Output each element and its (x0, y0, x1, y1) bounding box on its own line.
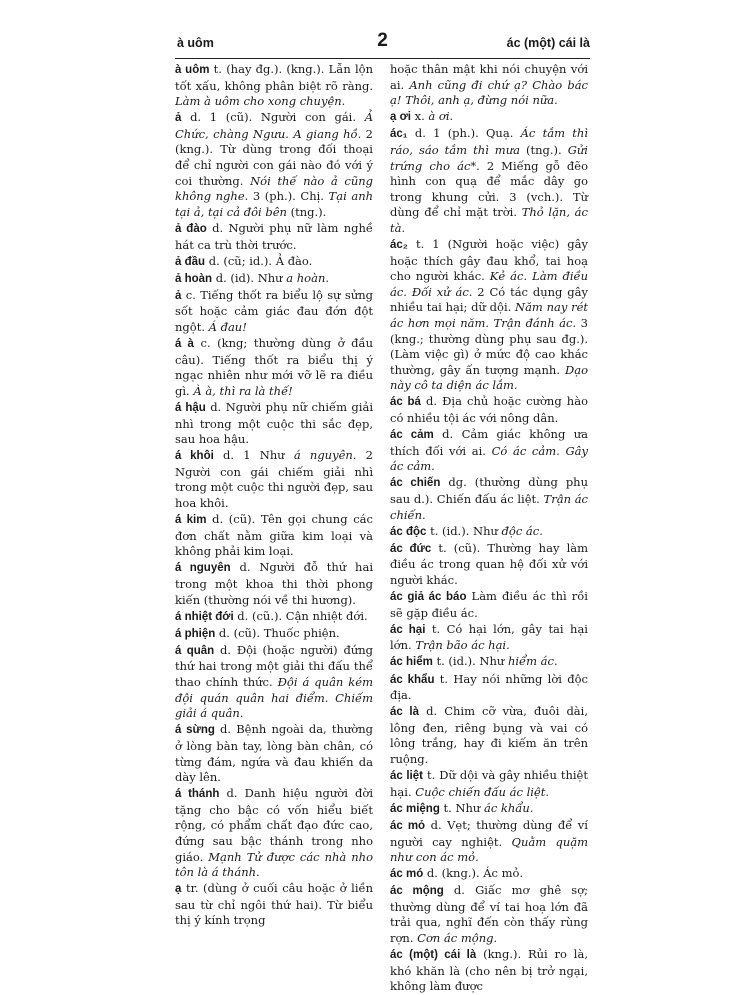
example-text: Quằm quặm như con ác mỏ. (390, 834, 588, 865)
dictionary-entry (390, 524, 588, 541)
definition-text: tr. (dùng ở cuối câu hoặc ở liền sau từ chỉ ngôi thứ hai). Từ biểu thị ý kính trọng (175, 881, 373, 928)
dictionary-entry (175, 336, 373, 399)
right-column (390, 62, 589, 994)
example-text: Tại anh tại ả, tại cả đôi bên (175, 189, 374, 219)
definition-text: t. Hay nói những lời độc địa. (390, 671, 589, 703)
headword: ác liệt (390, 770, 423, 783)
example-text: hiểm ác. (507, 654, 558, 669)
definition-text: d. Vẹt; thường dùng để ví người cay nghiệt. (390, 817, 588, 849)
headword: á kim (175, 514, 207, 527)
definition-text: 2 Có tác dụng gây nhiều tai hại; dữ dội. (390, 284, 588, 315)
headword: á thánh (175, 788, 220, 801)
headword: ác hại (390, 623, 426, 636)
headword: ác hiểm (390, 656, 433, 669)
definition-text: t. 1 (Người hoặc việc) gây hoặc thích gây đau khổ, tai hoạ cho người khác. (390, 237, 588, 284)
definition-text: d. Danh hiệu người đời tặng cho bậc có vốn hiểu biết rộng, có phẩm chất đạo đức cao, đứng sau bậc thánh trong nho giáo. (175, 786, 373, 864)
example-text: à ơi. (428, 109, 454, 124)
example-text: Đội á quân kém đội quán quân hai điểm. Chiếm giải á quân. (175, 675, 373, 721)
headword: à uôm (175, 64, 210, 76)
definition-text: d. 1 (ph.). Quạ. (407, 126, 521, 141)
dictionary-entry (390, 768, 588, 800)
headword: ạ (175, 883, 182, 896)
example-text: ác khẩu. (483, 800, 534, 815)
definition-text: d. (cũ; id.). Ả đào. (205, 253, 313, 268)
definition-text: d. (cũ). Thuốc phiện. (215, 625, 340, 640)
dictionary-entry (175, 221, 373, 253)
headword: ả đào (175, 222, 207, 235)
dictionary-entry (390, 883, 588, 946)
headword: ả đầu (175, 255, 206, 268)
example-text: á nguyên. (293, 448, 357, 463)
definition-text: d. Đội (hoặc người) đứng thứ hai trong một giải thi đấu thể thao chính thức. (175, 642, 373, 690)
definition-text: 3 (kng.; thường dùng phụ sau đg.). (Làm việc gì) ở mức độ cao khác thường, gây ấn tượng mạnh. (390, 316, 588, 377)
example-text: Cuộc chiến đấu ác liệt. (415, 784, 550, 799)
definition-text: c. Tiếng thốt ra biểu lộ sự sửng sốt hoặc cảm giác đau đớn đột ngột. (175, 287, 373, 334)
headword: ác đức (390, 542, 432, 555)
headword: á hậu (175, 401, 206, 414)
headword: á quân (175, 644, 215, 657)
dictionary-entry (390, 654, 588, 671)
headword: ác bá (390, 396, 421, 409)
headword: ác mỏ (390, 819, 426, 832)
dictionary-entry (175, 110, 373, 220)
headword: ả (175, 112, 182, 125)
definition-text: d. Địa chủ hoặc cường hào có nhiều tội ác với nông dân. (390, 394, 588, 426)
headword: á nhiệt đới (175, 610, 234, 623)
headword: á nguyên (175, 562, 231, 575)
dictionary-entry (175, 560, 373, 608)
headword: ác mộng (390, 885, 444, 898)
headword: ác chiến (390, 477, 441, 490)
dictionary-entry (390, 394, 588, 426)
dictionary-entry (390, 947, 588, 995)
dictionary-entry (175, 626, 373, 643)
definition-text: (tng.). (519, 142, 568, 157)
dictionary-entry (390, 237, 588, 394)
definition-text: d. Chim cỡ vừa, đuôi dài, lông đen, riêng bụng và vai có lông trắng, hay đi kiếm ăn trên ruộng. (390, 704, 588, 767)
dictionary-entry (175, 881, 373, 929)
example-text: độc ác. (501, 523, 543, 538)
dictionary-entry (175, 722, 373, 785)
dictionary-entry (390, 109, 588, 126)
left-column (175, 62, 374, 928)
definition-text: t. (id.). Như (426, 523, 502, 538)
dictionary-entry (175, 643, 373, 722)
definition-text: t. (hay đg.). (kng.). Lẫn lộn tốt xấu, không phân biệt rõ ràng. (175, 62, 373, 93)
example-text: Trận ác chiến. (390, 492, 588, 522)
dictionary-entry (175, 400, 373, 448)
definition-text: t. (id.). Như (432, 654, 508, 669)
example-text: Mạnh Tử được các nhà nho tôn là á thánh. (175, 849, 373, 880)
definition-text: 2 Người con gái chiếm giải nhì trong một cuộc thi người đẹp, sau hoa khôi. (175, 448, 373, 511)
example-text: Ả Chức, chàng Ngưu. A giang hồ. (175, 110, 373, 141)
headword: ác mó (390, 868, 424, 881)
headword: ác khẩu (390, 673, 435, 686)
dictionary-entry (390, 541, 588, 589)
definition-text: d. Cảm giác không ưa thích đối với ai. (390, 427, 588, 458)
headword: á phiện (175, 627, 216, 640)
definition-text: dg. (thường dùng phụ sau d.). Chiến đấu ác liệt. (390, 475, 588, 507)
definition-text: d. Bệnh ngoài da, thường ở lòng bàn tay, lòng bàn chân, có từng đám, ngứa và đau khiến da dày lên. (175, 722, 373, 785)
definition-text: Làm điều ác thì rồi sẽ gặp điều ác. (390, 589, 588, 620)
headword: ạ ơi (390, 111, 411, 124)
dictionary-entry (175, 512, 373, 560)
definition-text: d. Người đỗ thứ hai trong một khoa thi thời phong kiến (thường nói về thi hương). (175, 560, 374, 607)
dictionary-entry (390, 622, 588, 654)
example-text: Á đau! (208, 320, 247, 334)
headword: ác₁ (390, 128, 408, 141)
example-text: Anh cũng đi chứ ạ? Chào bác ạ! Thôi, anh ạ, đừng nói nữa. (390, 77, 588, 108)
dictionary-entry (390, 801, 588, 818)
definition-text: (kng.). Rủi ro là, khó khăn là (cho nên bị trở ngại, không làm được (390, 947, 588, 994)
right-guide-word: ác (một) cái là (506, 36, 590, 50)
dictionary-entry (390, 589, 588, 621)
definition-text: d. Người phụ nữ làm nghề hát ca trù thời trước. (175, 220, 374, 252)
example-text: Gửi trứng cho ác*. (390, 142, 588, 173)
dictionary-entry (390, 866, 588, 883)
header-rule (175, 58, 590, 59)
example-text: Làm à uôm cho xong chuyện. (175, 94, 346, 109)
left-guide-word: à uôm (177, 36, 214, 50)
headword: á sừng (175, 724, 215, 737)
headword: ả (175, 289, 182, 302)
headword: ác giả ác báo (390, 591, 467, 604)
dictionary-entry (390, 126, 588, 236)
definition-text: d. (cũ). Tên gọi chung các đơn chất nằm giữa kim loại và không phải kim loại. (175, 512, 373, 559)
headword: á à (175, 338, 194, 351)
dictionary-entry (175, 609, 373, 626)
example-text: Thỏ lặn, ác tà. (390, 205, 588, 235)
dictionary-entry (175, 288, 373, 336)
definition-text: t. Như (439, 800, 484, 815)
example-text: Kẻ ác. Làm điều ác. Đối xử ác. (390, 269, 588, 299)
dictionary-entry (175, 62, 373, 110)
dictionary-entry (390, 62, 588, 109)
headword: ác là (390, 706, 420, 719)
dictionary-entry (390, 818, 588, 866)
definition-text: d. (id). Như (212, 270, 287, 285)
dictionary-entry (390, 475, 588, 523)
headword: ác₂ (390, 239, 408, 252)
definition-text: d. (cũ.). Cận nhiệt đới. (233, 608, 368, 623)
example-text: Ác tắm thì ráo, sáo tắm thì mưa (390, 126, 588, 157)
definition-text: 2 (kng.). Từ dùng trong đối thoại để chỉ người con gái nào đó với ý coi thường. (175, 126, 373, 188)
example-text: Dạo này cô ta diện ác lắm. (390, 362, 588, 393)
definition-text: x. (410, 109, 429, 124)
headword: ác độc (390, 525, 427, 538)
dictionary-entry (175, 254, 373, 271)
definition-text: d. 1 Như (213, 448, 294, 463)
example-text: a hoàn. (286, 270, 330, 285)
dictionary-entry (175, 448, 373, 511)
headword: ả hoàn (175, 272, 213, 285)
dictionary-entry (175, 786, 373, 881)
dictionary-entry (390, 427, 588, 475)
definition-text: t. Dữ dội và gây nhiều thiệt hại. (390, 768, 588, 799)
example-text: Năm nay rét ác hơn mọi năm. Trận đánh ác. (390, 300, 588, 330)
definition-text: (tng.). (286, 204, 327, 219)
example-text: Cơn ác mộng. (417, 931, 498, 946)
headword: ác cảm (390, 429, 434, 442)
definition-text: c. (kng; thường dùng ở đầu câu). Tiếng thốt ra biểu thị ý ngạc nhiên như mới vỡ lẽ ra điều gì. (175, 336, 373, 398)
definition-text: 2 Miếng gỗ đẽo hình con quạ để mắc dây go trong khung cửi. 3 (vch.). Từ dùng để chỉ mặt trời. (390, 158, 588, 220)
definition-text: d. (kng.). Ác mỏ. (423, 866, 524, 881)
definition-text: hoặc thân mật khi nói chuyện với ai. (390, 62, 588, 92)
example-text: À à, thì ra là thế! (193, 383, 293, 398)
definition-text: t. Có hại lớn, gây tai hại lớn. (390, 621, 588, 653)
definition-text: d. 1 (cũ). Người con gái. (181, 110, 365, 125)
page-header (175, 30, 590, 56)
definition-text: 3 (ph.). Chị. (248, 189, 329, 204)
example-text: Nói thế nào ả cũng không nghe. (175, 173, 373, 204)
page-number: 2 (377, 30, 388, 51)
dictionary-entry (390, 704, 588, 767)
definition-text: t. (cũ). Thường hay làm điều ác trong quan hệ đối xử với người khác. (390, 540, 589, 587)
example-text: Trận bão ác hại. (415, 638, 510, 653)
definition-text: d. Giấc mơ ghê sợ; thường dùng để ví tai hoạ lớn đã trải qua, nghĩ đến còn thấy rùng rợn. (390, 883, 588, 946)
example-text: Có ác cảm. Gây ác cảm. (390, 443, 588, 474)
headword: ác miệng (390, 802, 440, 815)
headword: á khôi (175, 450, 214, 463)
dictionary-entry (390, 672, 588, 704)
headword: ác (một) cái là (390, 949, 477, 962)
dictionary-entry (175, 271, 373, 288)
definition-text: d. Người phụ nữ chiếm giải nhì trong một cuộc thi sắc đẹp, sau hoa hậu. (175, 399, 373, 447)
